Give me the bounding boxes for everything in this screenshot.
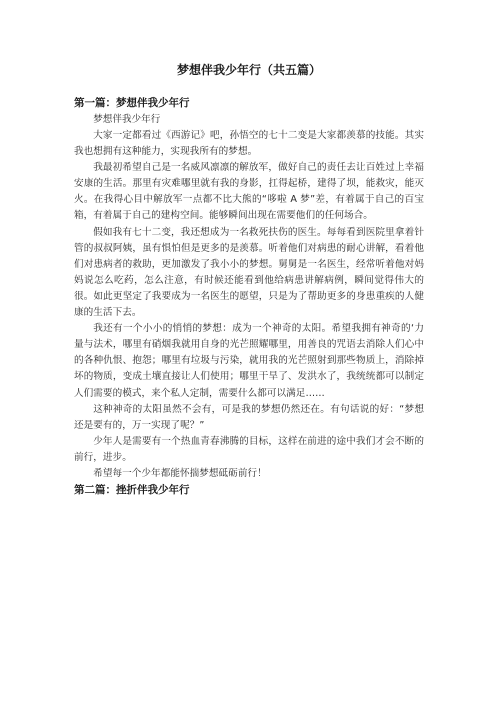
paragraph-1: 大家一定都看过《西游记》吧，孙悟空的七十二变是大家都羡慕的技能。其实我也想拥有这种能力，实现我所有的梦想。: [74, 130, 424, 158]
paragraph-6: 少年人是需要有一个热血青春沸腾的目标，这样在前进的途中我们才会不断的前行，进步。: [74, 435, 424, 463]
paragraph-3: 假如我有七十二变，我还想成为一名救死扶伤的医生。每每看到医院里拿着针管的叔叔阿姨，虽有惧怕但是更多的是羡慕。听着他们对病患的耐心讲解，看着他们对患病者的救助，更加激发了我小小的梦想。舅舅是一名医生，经常听着他对妈妈说怎么吃药，怎么注意，有时候还能看到他给病患讲解病例，瞬间觉得伟大的很。如此更坚定了我要成为一名医生的愿望，只是为了帮助更多的身患重疾的人健康的生活下去。: [74, 226, 424, 319]
paragraph-7: 希望每一个少年都能怀揣梦想砥砺前行！: [93, 467, 267, 479]
section-heading-2: 第二篇：挫折伴我少年行: [74, 484, 190, 497]
paragraph-4: 我还有一个小小的悄悄的梦想：成为一个神奇的太阳。希望我拥有神奇的‘力量与法术，哪里有硝烟我就用自身的光芒照耀哪里，用善良的咒语去消除人们心中的各种仇恨、抱怨；哪里有垃圾与污染，就用我的光芒照射到那些物质上，消除掉坏的物质，变成土壤直接让人们使用；哪里干旱了、发洪水了，我统统都可以制定人们需要的模式，来个私人定制，需要什么都可以满足……: [74, 323, 424, 399]
document-page: [74, 62, 424, 499]
document-title: 梦想伴我少年行（共五篇）: [176, 63, 321, 77]
paragraph-5: 这种神奇的太阳虽然不会有，可是我的梦想仍然还在。有句话说的好：“梦想还是要有的，万一实现了呢？”: [74, 403, 424, 431]
paragraph-2: 我最初希望自己是一名威风凛凛的解放军，做好自己的责任去让百姓过上幸福安康的生活。那里有灾难哪里就有我的身影，扛得起桥，建得了坝，能救灾，能灭火。在我得心目中解放军一点都不比大熊的“哆啦 A 梦”差，有着属于自己的百宝箱，有着属于自己的建构空间。能够瞬间出现在需要他们的任何场合。: [74, 162, 424, 222]
section-heading-1: 第一篇：梦想伴我少年行: [74, 97, 190, 109]
essay-subtitle: 梦想伴我少年行: [93, 114, 161, 125]
